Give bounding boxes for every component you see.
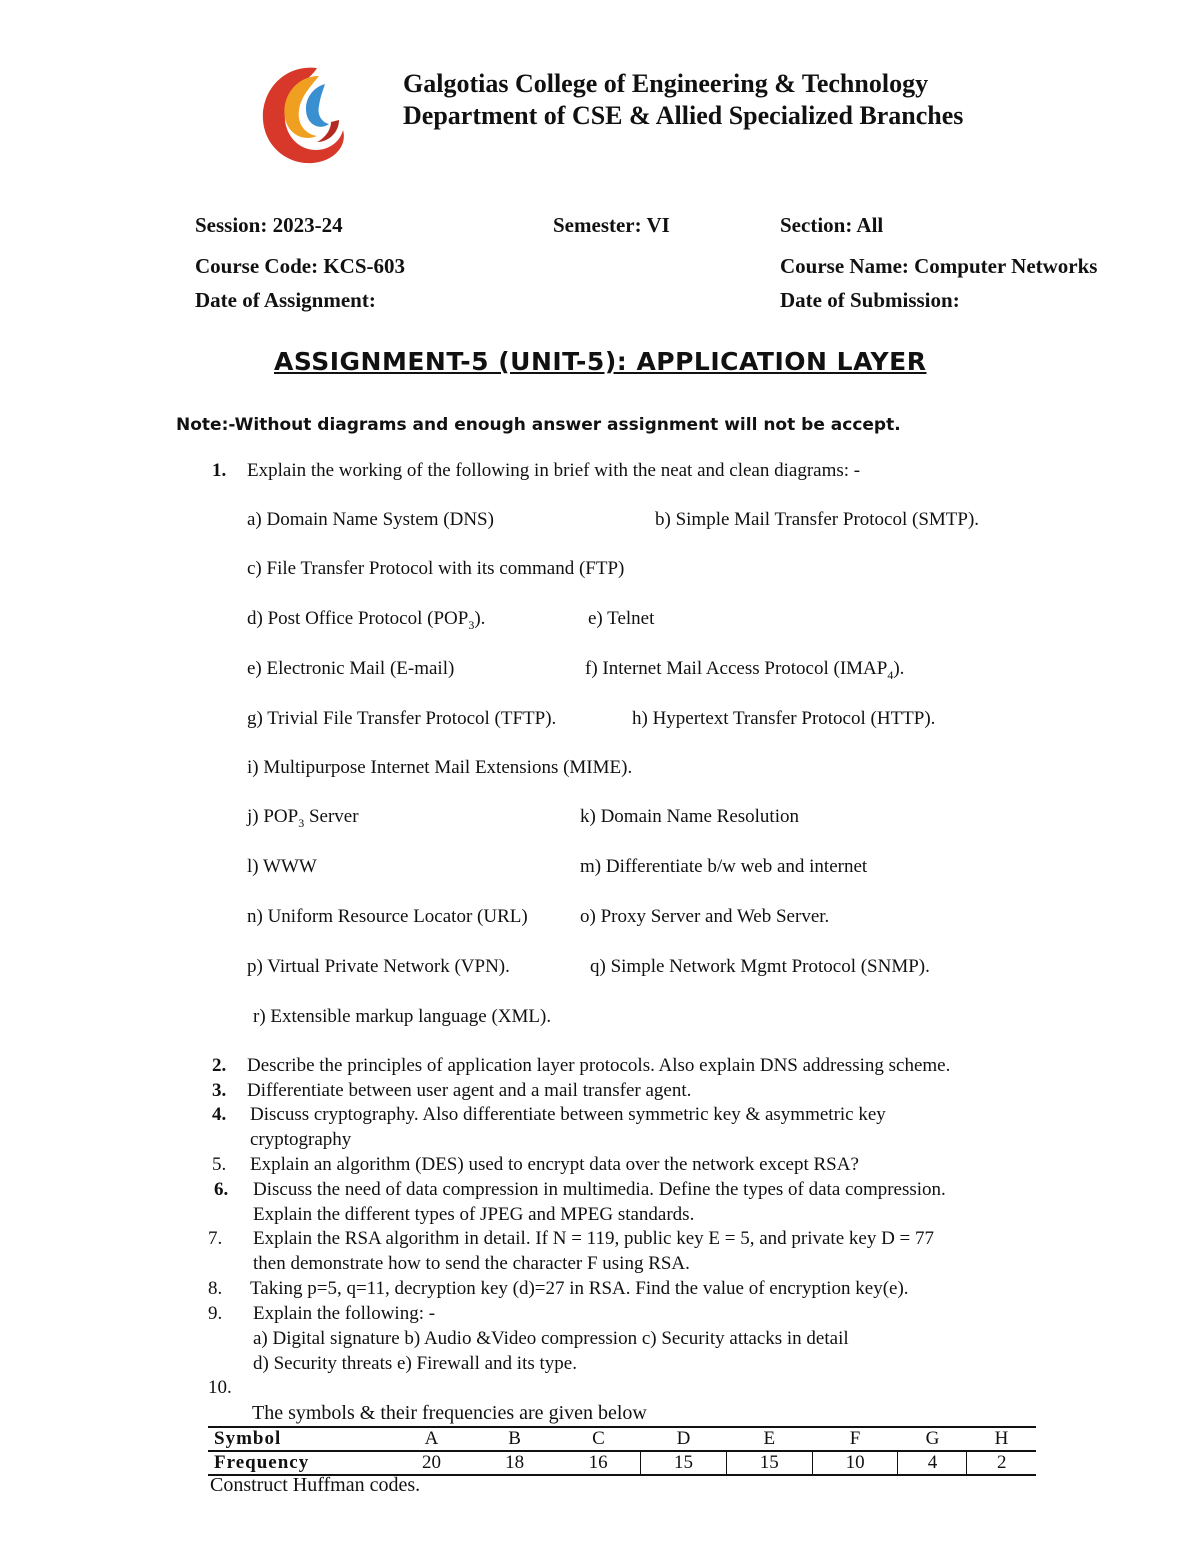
question-number: 9. (208, 1303, 223, 1324)
question-number: 8. (208, 1278, 223, 1299)
item-b: b) Simple Mail Transfer Protocol (SMTP). (655, 509, 980, 530)
section: Section: All (780, 213, 884, 237)
question-text: then demonstrate how to send the character F using RSA. (253, 1253, 690, 1274)
table-cell: A (390, 1427, 473, 1451)
item-g: g) Trivial File Transfer Protocol (TFTP). (247, 708, 557, 729)
table-cell: 15 (641, 1451, 727, 1475)
assignment-title: ASSIGNMENT-5 (UNIT-5): APPLICATION LAYER (274, 347, 927, 376)
item-c: c) File Transfer Protocol with its command (FTP) (247, 558, 625, 579)
frequency-table (208, 1426, 1036, 1476)
question-text: Explain the different types of JPEG and MPEG standards. (253, 1204, 695, 1225)
question-text: Explain the following: - (253, 1303, 436, 1324)
question-number: 1. (212, 460, 227, 481)
question-text: Describe the principles of application layer protocols. Also explain DNS addressing scheme. (247, 1055, 951, 1076)
question-text: Explain an algorithm (DES) used to encrypt data over the network except RSA? (250, 1154, 859, 1175)
table-cell: 18 (473, 1451, 556, 1475)
table-cell: 10 (812, 1451, 898, 1475)
item-d-end: ). (474, 608, 486, 629)
session: Session: 2023-24 (195, 213, 343, 237)
item-i: i) Multipurpose Internet Mail Extensions (MIME). (247, 757, 633, 778)
item-h: h) Hypertext Transfer Protocol (HTTP). (632, 708, 936, 729)
date-of-assignment: Date of Assignment: (195, 288, 376, 312)
item-j (247, 806, 359, 831)
item-d-text: d) Post Office Protocol (POP (247, 608, 469, 629)
question-number: 5. (212, 1154, 227, 1175)
table-cell: D (641, 1427, 727, 1451)
item-o: o) Proxy Server and Web Server. (580, 906, 830, 927)
date-of-submission: Date of Submission: (780, 288, 960, 312)
huffman-intro: The symbols & their frequencies are given below (252, 1402, 647, 1424)
course-name: Course Name: Computer Networks (780, 254, 1098, 278)
item-j-text: j) POP (247, 806, 299, 827)
question-number: 4. (212, 1104, 227, 1125)
item-q: q) Simple Network Mgmt Protocol (SNMP). (590, 956, 930, 977)
item-f (585, 658, 904, 683)
table-cell: H (967, 1427, 1036, 1451)
table-cell: 20 (390, 1451, 473, 1475)
item-r: r) Extensible markup language (XML). (253, 1006, 552, 1027)
table-cell: 15 (726, 1451, 812, 1475)
question-number: 3. (212, 1080, 227, 1101)
note: Note:-Without diagrams and enough answer assignment will not be accept. (176, 415, 901, 435)
question-text: Discuss the need of data compression in multimedia. Define the types of data compression. (253, 1179, 946, 1200)
huffman-outro: Construct Huffman codes. (210, 1474, 421, 1496)
item-d-sub: 3 (468, 617, 475, 632)
item-f-sub: 4 (887, 667, 894, 682)
item-j-end: Server (304, 806, 359, 827)
question-number: 6. (214, 1179, 229, 1200)
question-text: Discuss cryptography. Also differentiate between symmetric key & asymmetric key (250, 1104, 886, 1125)
table-cell: E (726, 1427, 812, 1451)
item-a: a) Domain Name System (DNS) (247, 509, 494, 530)
row-label: Symbol (208, 1427, 390, 1451)
question-text: Differentiate between user agent and a mail transfer agent. (247, 1080, 692, 1101)
question-text: Explain the working of the following in brief with the neat and clean diagrams: - (247, 460, 861, 481)
item-n: n) Uniform Resource Locator (URL) (247, 906, 528, 927)
question-text: Taking p=5, q=11, decryption key (d)=27 in RSA. Find the value of encryption key(e). (250, 1278, 909, 1299)
course-code: Course Code: KCS-603 (195, 254, 405, 278)
table-cell: 4 (898, 1451, 967, 1475)
college-logo (255, 62, 350, 170)
semester: Semester: VI (553, 213, 670, 237)
table-cell: 16 (556, 1451, 640, 1475)
table-cell: G (898, 1427, 967, 1451)
question-number: 10. (208, 1377, 232, 1398)
item-e-telnet: e) Telnet (588, 608, 655, 629)
item-l: l) WWW (247, 856, 317, 877)
table-cell: C (556, 1427, 640, 1451)
department-name: Department of CSE & Allied Specialized Branches (403, 101, 964, 130)
item-j-sub: 3 (298, 815, 305, 830)
item-e: e) Electronic Mail (E-mail) (247, 658, 455, 679)
frequency-row (208, 1451, 1036, 1475)
symbol-row (208, 1427, 1036, 1451)
row-label: Frequency (208, 1451, 390, 1475)
table-cell: 2 (967, 1451, 1036, 1475)
table-cell: F (812, 1427, 898, 1451)
item-k: k) Domain Name Resolution (580, 806, 799, 827)
item-f-text: f) Internet Mail Access Protocol (IMAP (585, 658, 888, 679)
question-number: 7. (208, 1228, 223, 1249)
question-text: Explain the RSA algorithm in detail. If N = 119, public key E = 5, and private key D = 77 (253, 1228, 935, 1249)
table-cell: B (473, 1427, 556, 1451)
question-text: cryptography (250, 1129, 352, 1150)
question-text: d) Security threats e) Firewall and its type. (253, 1353, 577, 1374)
item-m: m) Differentiate b/w web and internet (580, 856, 868, 877)
item-d (247, 608, 485, 633)
question-text: a) Digital signature b) Audio &Video compression c) Security attacks in detail (253, 1328, 849, 1349)
college-name: Galgotias College of Engineering & Technology (403, 69, 929, 98)
item-p: p) Virtual Private Network (VPN). (247, 956, 510, 977)
question-number: 2. (212, 1055, 227, 1076)
item-f-end: ). (893, 658, 905, 679)
